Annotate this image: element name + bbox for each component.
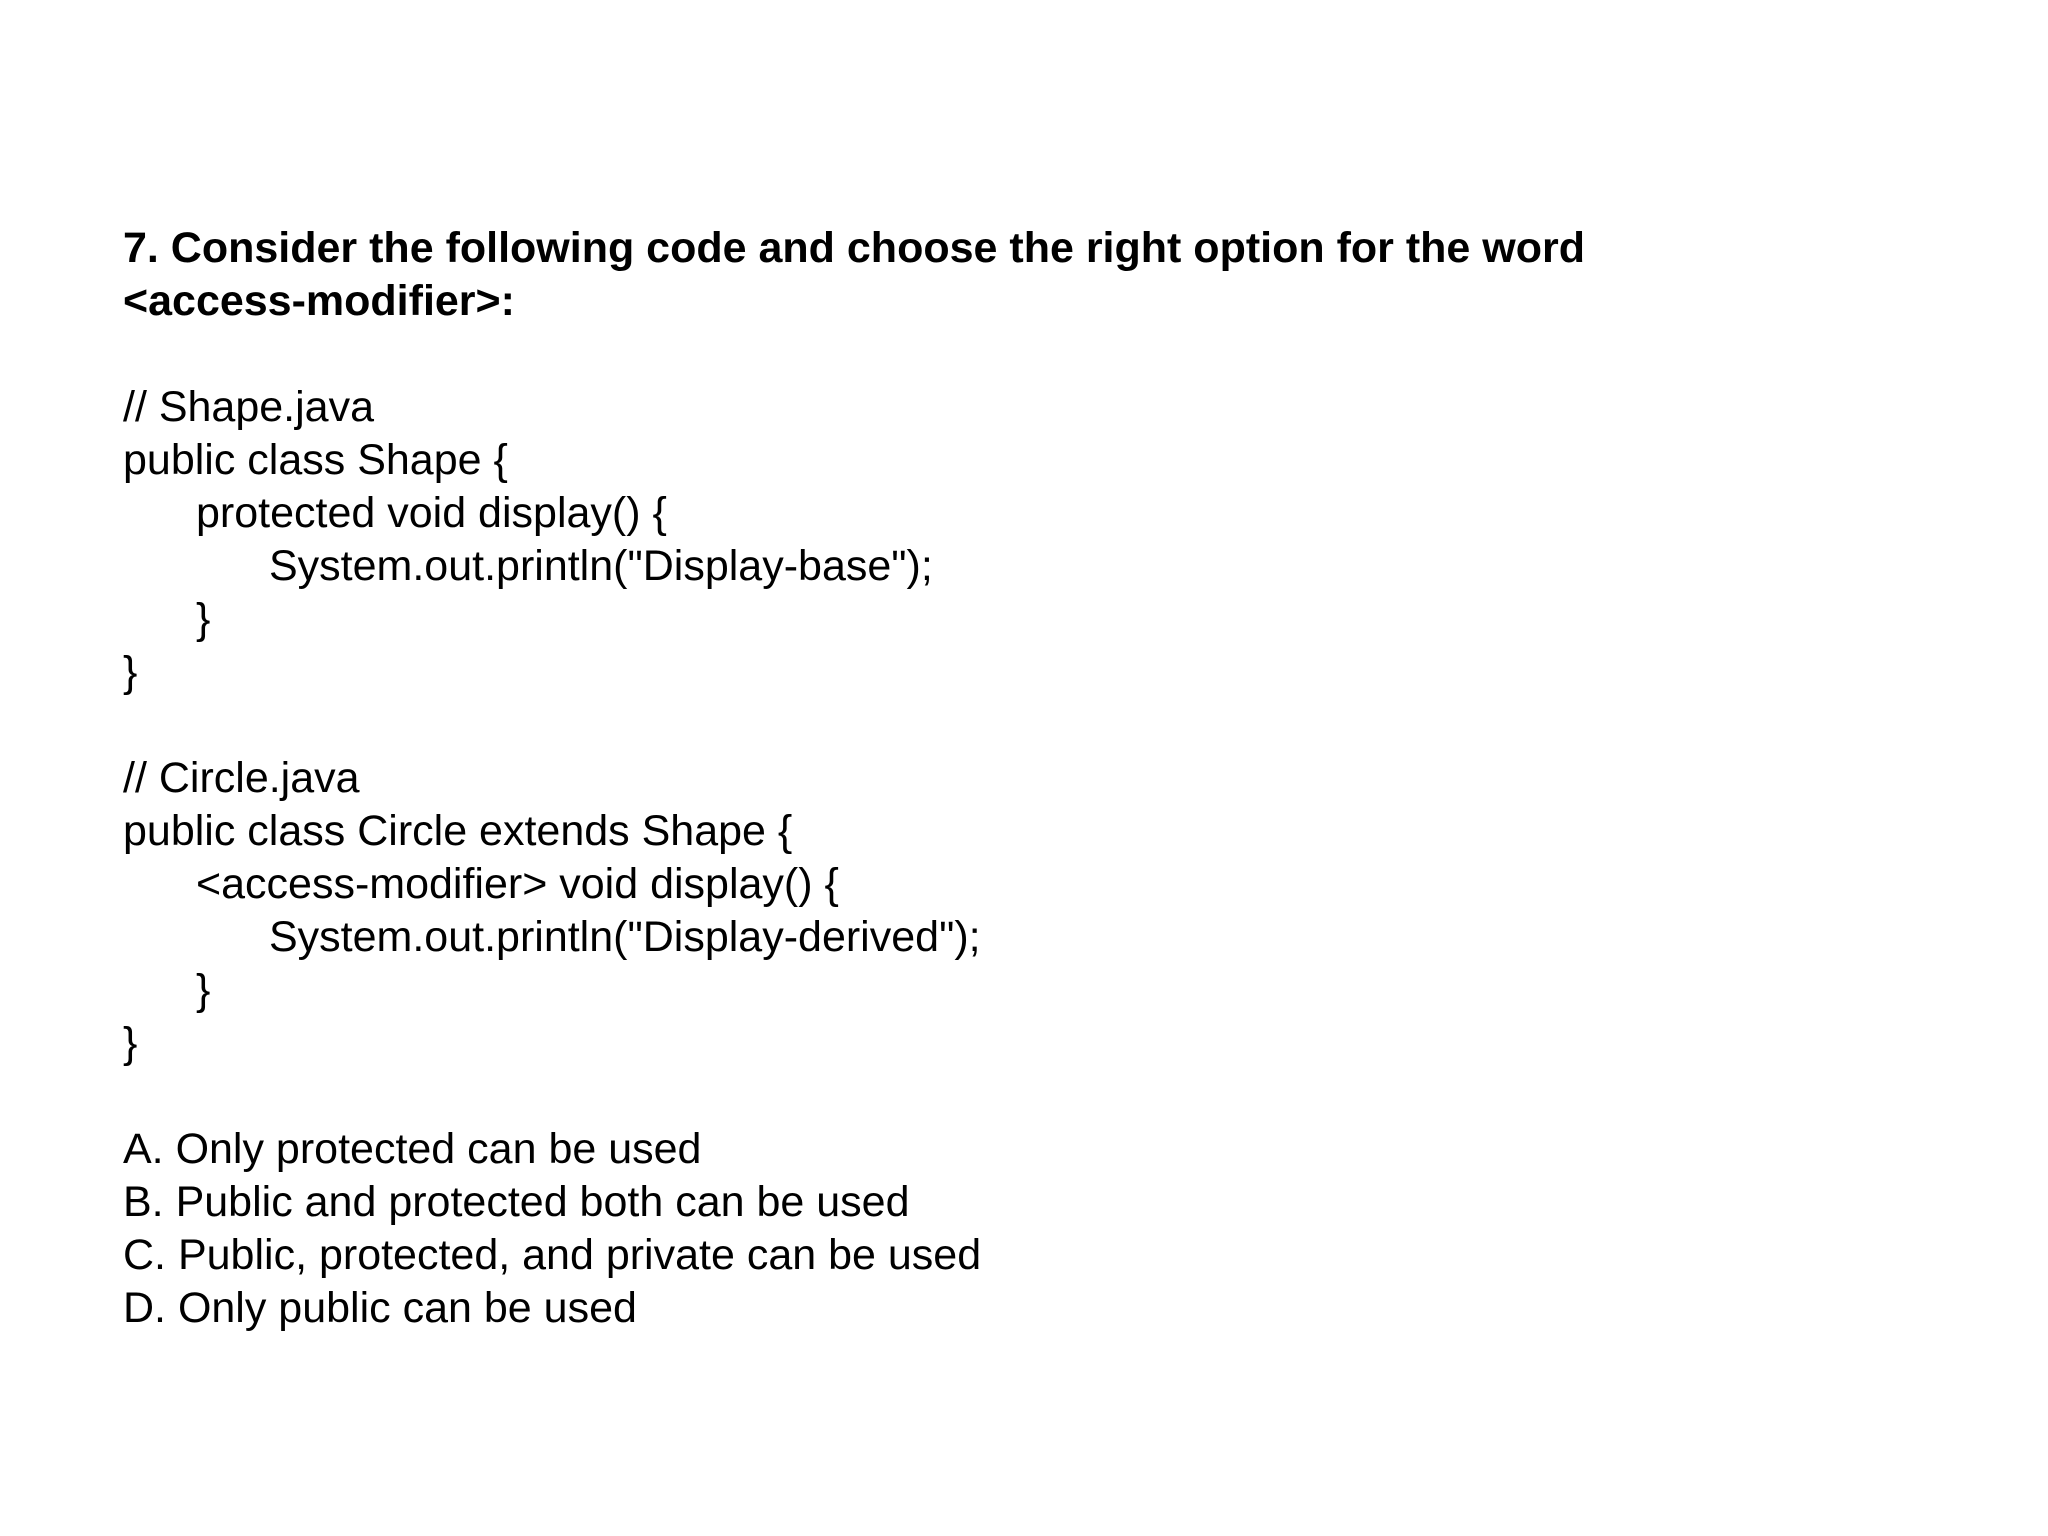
- option-c: C. Public, protected, and private can be used: [123, 1231, 982, 1279]
- code-circle-class-declaration: public class Circle extends Shape {: [123, 807, 793, 855]
- code-comment-circle-file: // Circle.java: [123, 754, 360, 802]
- code-shape-method-declaration: protected void display() {: [196, 489, 667, 537]
- code-shape-method-close: }: [196, 595, 211, 643]
- code-circle-class-close: }: [123, 1019, 138, 1067]
- code-circle-method-declaration: <access-modifier> void display() {: [196, 860, 839, 908]
- code-circle-method-body: System.out.println("Display-derived");: [269, 913, 981, 961]
- document-content: [123, 222, 1923, 1335]
- code-block-circle: [123, 752, 1923, 1070]
- option-b: B. Public and protected both can be used: [123, 1178, 910, 1226]
- code-shape-method-body: System.out.println("Display-base");: [269, 542, 933, 590]
- option-d: D. Only public can be used: [123, 1284, 637, 1332]
- code-comment-shape-file: // Shape.java: [123, 383, 375, 431]
- code-circle-method-close: }: [196, 966, 211, 1014]
- spacer: [123, 328, 1923, 381]
- code-block-shape: [123, 381, 1923, 699]
- spacer: [123, 1070, 1923, 1123]
- spacer: [123, 699, 1923, 752]
- option-a: A. Only protected can be used: [123, 1125, 702, 1173]
- question-text-line-1: 7. Consider the following code and choose the right option for the word: [123, 224, 1585, 272]
- code-shape-class-close: }: [123, 648, 138, 696]
- code-shape-class-declaration: public class Shape {: [123, 436, 508, 484]
- answer-options: [123, 1123, 1923, 1335]
- question-text-line-2: <access-modifier>:: [123, 277, 515, 325]
